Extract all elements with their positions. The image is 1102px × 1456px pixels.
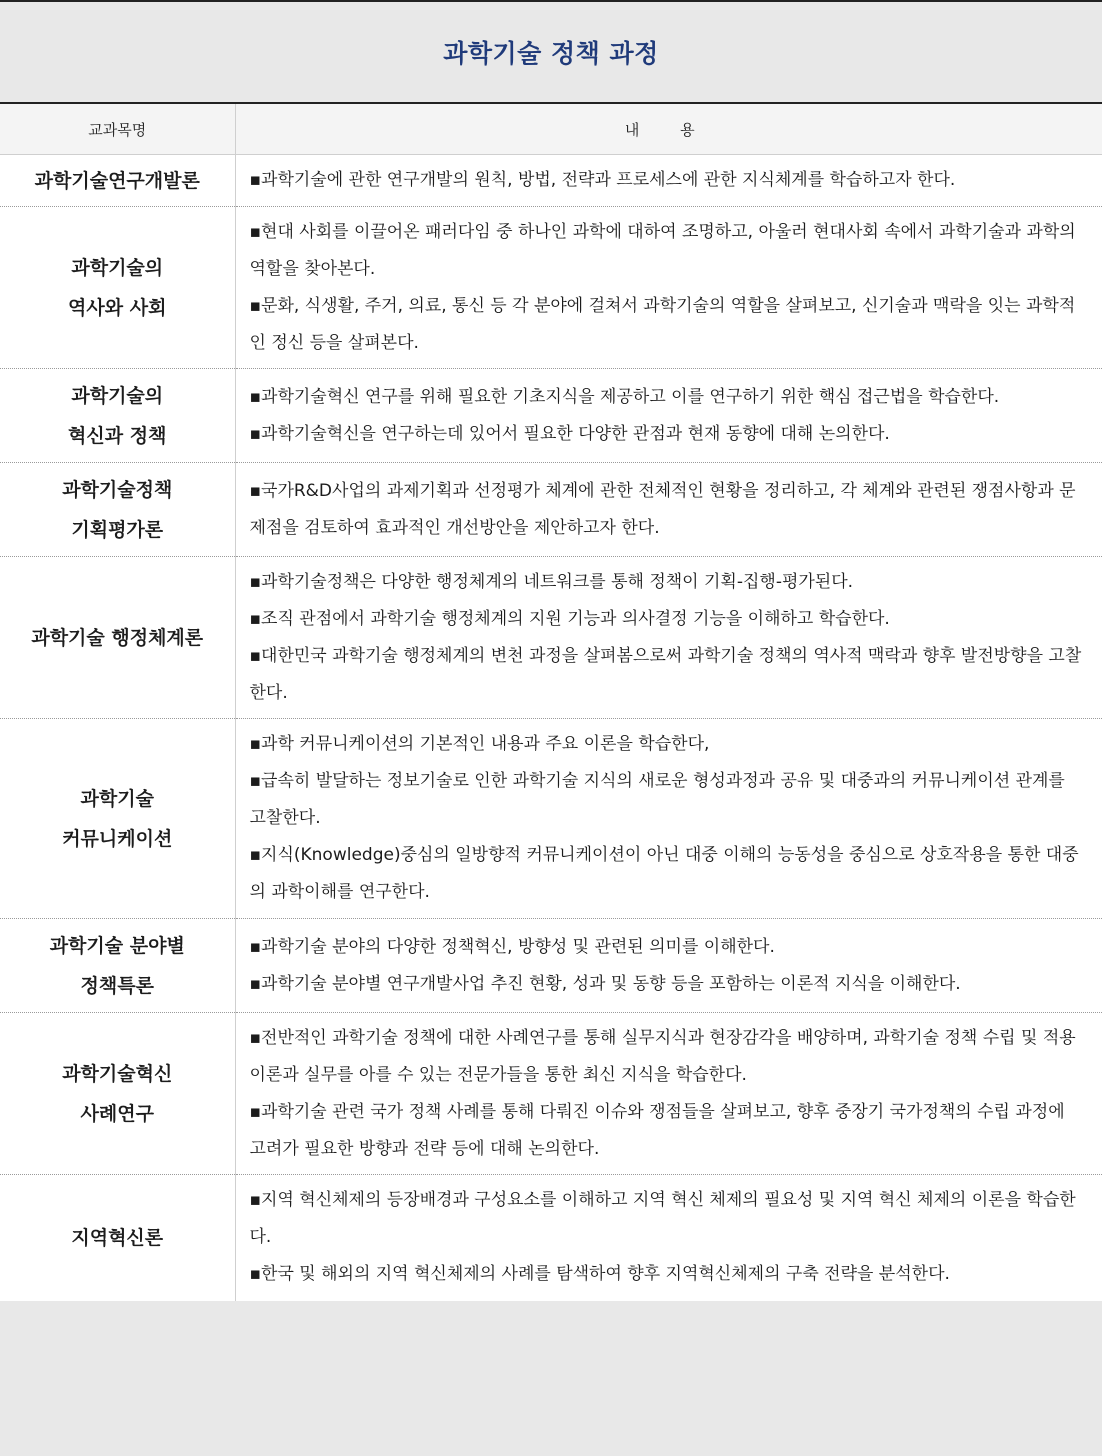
subject-line: 커뮤니케이션 bbox=[62, 827, 173, 850]
subject-cell bbox=[0, 1013, 235, 1175]
subject-line: 혁신과 정책 bbox=[68, 424, 167, 447]
content-cell bbox=[235, 1175, 1102, 1301]
content-item: ▪국가R&D사업의 과제기획과 선정평가 체계에 관한 전체적인 현황을 정리하고, 각 체계와 관련된 쟁점사항과 문제점을 검토하여 효과적인 개선방안을 제안하고자 한다. bbox=[249, 480, 1076, 538]
table-row bbox=[0, 463, 1102, 557]
table-row bbox=[0, 719, 1102, 919]
content-item: ▪과학기술혁신 연구를 위해 필요한 기초지식을 제공하고 이를 연구하기 위한 핵심 접근법을 학습한다. bbox=[249, 386, 1000, 407]
subject-line: 역사와 사회 bbox=[68, 296, 167, 319]
content-item: ▪과학기술 관련 국가 정책 사례를 통해 다뤄진 이슈와 쟁점들을 살펴보고, 향후 중장기 국가정책의 수립 과정에 고려가 필요한 방향과 전략 등에 대해 논의한다. bbox=[249, 1101, 1065, 1159]
content-item: ▪과학기술 분야별 연구개발사업 추진 현황, 성과 및 동향 등을 포함하는 이론적 지식을 이해한다. bbox=[249, 973, 961, 994]
subject-line: 사례연구 bbox=[80, 1102, 154, 1125]
title-bar bbox=[0, 0, 1102, 102]
table-row bbox=[0, 1013, 1102, 1175]
content-item: ▪현대 사회를 이끌어온 패러다임 중 하나인 과학에 대하여 조명하고, 아울러 현대사회 속에서 과학기술과 과학의 역할을 찾아본다. bbox=[249, 221, 1076, 279]
content-item: ▪과학기술에 관한 연구개발의 원칙, 방법, 전략과 프로세스에 관한 지식체계를 학습하고자 한다. bbox=[249, 170, 956, 190]
subject-line: 정책특론 bbox=[80, 974, 154, 997]
subject-cell bbox=[0, 155, 235, 207]
subject-line: 과학기술의 bbox=[71, 384, 164, 407]
subject-line: 과학기술연구개발론 bbox=[34, 169, 200, 192]
table-row bbox=[0, 155, 1102, 207]
content-cell bbox=[235, 207, 1102, 369]
content-item: ▪과학기술 분야의 다양한 정책혁신, 방향성 및 관련된 의미를 이해한다. bbox=[249, 936, 775, 957]
subject-cell bbox=[0, 557, 235, 719]
header-content-label: 내 용 bbox=[624, 120, 713, 139]
subject-line: 과학기술 분야별 bbox=[49, 934, 185, 957]
table-row bbox=[0, 369, 1102, 463]
page-title: 과학기술 정책 과정 bbox=[443, 39, 659, 68]
content-item: ▪급속히 발달하는 정보기술로 인한 과학기술 지식의 새로운 형성과정과 공유 및 대중과의 커뮤니케이션 관계를 고찰한다. bbox=[249, 771, 1065, 828]
subject-cell bbox=[0, 463, 235, 557]
content-item: ▪과학기술혁신을 연구하는데 있어서 필요한 다양한 관점과 현재 동향에 대해 논의한다. bbox=[249, 423, 890, 444]
content-item: ▪지역 혁신체제의 등장배경과 구성요소를 이해하고 지역 혁신 체제의 필요성 및 지역 혁신 체제의 이론을 학습한다. bbox=[249, 1190, 1076, 1248]
content-item: ▪대한민국 과학기술 행정체계의 변천 과정을 살펴봄으로써 과학기술 정책의 역사적 맥락과 향후 발전방향을 고찰한다. bbox=[249, 645, 1082, 703]
subject-line: 과학기술의 bbox=[71, 256, 164, 279]
subject-line: 과학기술정책 bbox=[62, 478, 173, 501]
content-item: ▪조직 관점에서 과학기술 행정체계의 지원 기능과 의사결정 기능을 이해하고 학습한다. bbox=[249, 608, 890, 629]
subject-line: 과학기술혁신 bbox=[62, 1062, 173, 1085]
table-row bbox=[0, 557, 1102, 719]
content-item: ▪지식(Knowledge)중심의 일방향적 커뮤니케이션이 아닌 대중 이해의 능동성을 중심으로 상호작용을 통한 대중의 과학이해를 연구한다. bbox=[249, 845, 1079, 902]
header-content bbox=[235, 103, 1102, 155]
content-cell bbox=[235, 557, 1102, 719]
content-cell bbox=[235, 155, 1102, 207]
subject-cell bbox=[0, 207, 235, 369]
table-body bbox=[0, 155, 1102, 1301]
header-subject: 교과목명 bbox=[0, 103, 235, 155]
content-cell bbox=[235, 719, 1102, 919]
subject-line: 지역혁신론 bbox=[71, 1226, 164, 1249]
subject-cell bbox=[0, 1175, 235, 1301]
content-item: ▪과학 커뮤니케이션의 기본적인 내용과 주요 이론을 학습한다, bbox=[249, 734, 710, 754]
content-cell bbox=[235, 369, 1102, 463]
table-header-row bbox=[0, 103, 1102, 155]
content-item: ▪전반적인 과학기술 정책에 대한 사례연구를 통해 실무지식과 현장감각을 배양하며, 과학기술 정책 수립 및 적용 이론과 실무를 아를 수 있는 전문가들을 통한 최신 지식을 학습한다. bbox=[249, 1027, 1076, 1085]
subject-cell bbox=[0, 919, 235, 1013]
curriculum-table bbox=[0, 102, 1102, 1301]
subject-line: 기획평가론 bbox=[71, 518, 164, 541]
table-row bbox=[0, 919, 1102, 1013]
subject-cell bbox=[0, 719, 235, 919]
content-cell bbox=[235, 919, 1102, 1013]
table-row bbox=[0, 207, 1102, 369]
table-row bbox=[0, 1175, 1102, 1301]
content-item: ▪한국 및 해외의 지역 혁신체제의 사례를 탐색하여 향후 지역혁신체제의 구축 전략을 분석한다. bbox=[249, 1264, 950, 1285]
subject-cell bbox=[0, 369, 235, 463]
subject-line: 과학기술 행정체계론 bbox=[31, 626, 204, 649]
content-cell bbox=[235, 1013, 1102, 1175]
content-item: ▪과학기술정책은 다양한 행정체계의 네트워크를 통해 정책이 기획-집행-평가된다. bbox=[249, 571, 854, 592]
subject-line: 과학기술 bbox=[80, 787, 154, 810]
content-item: ▪문화, 식생활, 주거, 의료, 통신 등 각 분야에 걸쳐서 과학기술의 역할을 살펴보고, 신기술과 맥락을 잇는 과학적인 정신 등을 살펴본다. bbox=[249, 295, 1076, 353]
content-cell bbox=[235, 463, 1102, 557]
